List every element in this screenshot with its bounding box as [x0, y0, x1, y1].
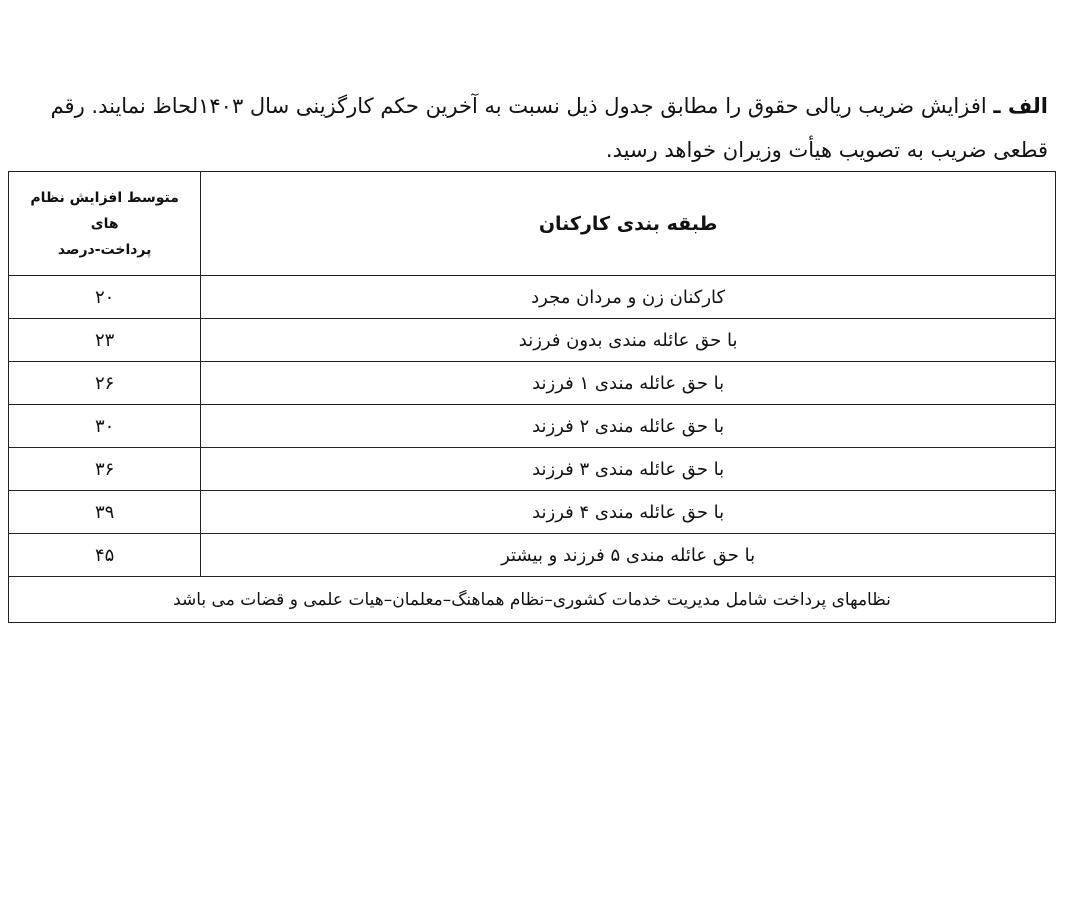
row-classification: با حق عائله مندی ۲ فرزند: [201, 405, 1056, 448]
row-increase: ۳۹: [9, 491, 201, 534]
salary-increase-table: [8, 171, 1056, 623]
table-note: نظامهای پرداخت شامل مدیریت خدمات کشوری–نظام هماهنگ–معلمان–هیات علمی و قضات می باشد: [9, 577, 1056, 623]
row-classification: با حق عائله مندی ۳ فرزند: [201, 448, 1056, 491]
table-row: [9, 319, 1056, 362]
header-increase-line2: پرداخت-درصد: [57, 241, 152, 258]
table-row: [9, 448, 1056, 491]
row-increase: ۲۰: [9, 276, 201, 319]
header-average-increase: [9, 172, 201, 276]
row-increase: ۲۳: [9, 319, 201, 362]
table-row: [9, 276, 1056, 319]
row-classification: با حق عائله مندی ۵ فرزند و بیشتر: [201, 534, 1056, 577]
intro-paragraph: [18, 84, 1048, 172]
row-classification: کارکنان زن و مردان مجرد: [201, 276, 1056, 319]
table-row: [9, 405, 1056, 448]
row-increase: ۳۶: [9, 448, 201, 491]
row-classification: با حق عائله مندی ۱ فرزند: [201, 362, 1056, 405]
intro-text: افزایش ضریب ریالی حقوق را مطابق جدول ذیل نسبت به آخرین حکم کارگزینی سال ۱۴۰۳لحاظ نمایند. رقم قطعی ضریب به تصویب هیأت وزیران خواهد رسید.: [50, 94, 1048, 162]
row-increase: ۳۰: [9, 405, 201, 448]
table-row: [9, 491, 1056, 534]
row-increase: ۲۶: [9, 362, 201, 405]
header-increase-line1: متوسط افزایش نظام های: [30, 189, 179, 232]
row-increase: ۴۵: [9, 534, 201, 577]
table-row: [9, 534, 1056, 577]
table-row: [9, 362, 1056, 405]
row-classification: با حق عائله مندی بدون فرزند: [201, 319, 1056, 362]
row-classification: با حق عائله مندی ۴ فرزند: [201, 491, 1056, 534]
table-note-row: [9, 577, 1056, 623]
header-classification: طبقه بندی کارکنان: [201, 172, 1056, 276]
table-header-row: [9, 172, 1056, 276]
section-label: الف ـ: [993, 94, 1048, 118]
